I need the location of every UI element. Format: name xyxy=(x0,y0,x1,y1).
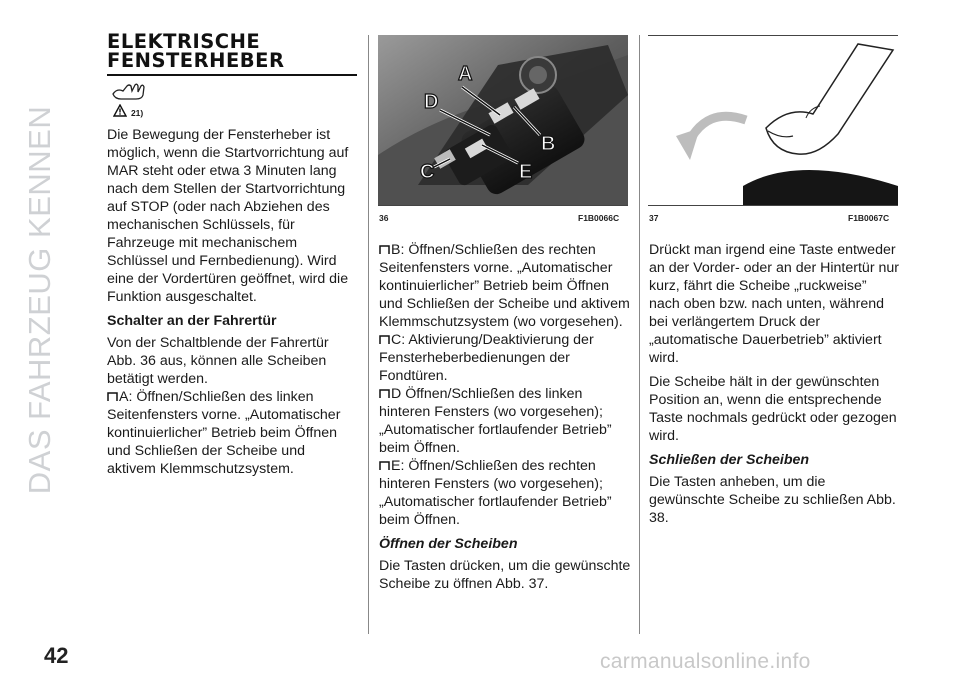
figure-37-caption-rule xyxy=(648,205,898,206)
bookmark-icon xyxy=(107,389,118,399)
bookmark-icon xyxy=(379,332,390,342)
section-side-title: DAS FAHRZEUG KENNEN xyxy=(22,105,57,495)
figure-36-caption-rule xyxy=(378,205,628,206)
paragraph-stop: Die Scheibe hält in der gewünschten Position an, wenn die entsprechende Taste nochmals gedrückt oder gezogen wird. xyxy=(649,374,897,444)
warning-icon xyxy=(113,104,127,122)
column-1 xyxy=(107,32,357,478)
bookmark-icon xyxy=(379,386,390,396)
list-item-d: D Öffnen/Schließen des linken hinteren Fensters (wo vorgesehen); „Automatischer fortlaufender Betrieb” beim Öffnen. xyxy=(379,386,612,456)
section-heading-line1: ELEKTRISCHE xyxy=(107,30,261,53)
figure-37-image xyxy=(648,35,898,206)
warning-ref: 21) xyxy=(130,108,144,118)
column-divider-1 xyxy=(368,35,369,634)
column-divider-2 xyxy=(639,35,640,634)
list-item-b: B: Öffnen/Schließen des rechten Seitenfensters vorne. „Automatischer kontinuierlicher” Betrieb beim Öffnen und Schließen der Scheibe und aktivem Klemmschutzsystem (wo vorgesehen). xyxy=(379,242,630,330)
heading-underline xyxy=(107,74,357,76)
figure-label-c: C xyxy=(420,161,435,183)
subheading-open-windows: Öffnen der Scheiben xyxy=(379,536,518,552)
hand-icon xyxy=(111,82,357,102)
section-heading-line2: FENSTERHEBER xyxy=(107,49,285,72)
figure-label-d: D xyxy=(424,91,439,113)
paragraph-short-press: Drückt man irgend eine Taste entweder an der Vorder- oder an der Hintertür nur kurz, fährt die Scheibe „ruckweise” nach oben bzw. nach unten, während bei verlängertem Druck der „automatische Dauerbetrieb” aktiviert wird. xyxy=(649,242,899,366)
page-number: 42 xyxy=(44,643,69,668)
figure-37-number: 37 xyxy=(649,213,659,223)
bookmark-icon xyxy=(379,458,390,468)
paragraph-driver-door: Von der Schaltblende der Fahrertür Abb. 36 aus, können alle Scheiben betätigt werden. xyxy=(107,335,329,387)
figure-36-image xyxy=(378,35,628,205)
list-item-e: E: Öffnen/Schließen des rechten hinteren Fensters (wo vorgesehen); „Automatischer fortlaufender Betrieb” beim Öffnen. xyxy=(379,458,612,528)
column-2-text xyxy=(379,241,631,599)
figure-36-number: 36 xyxy=(379,213,389,223)
figure-36-code: F1B0066C xyxy=(578,213,620,223)
figure-label-a: A xyxy=(458,63,473,85)
column-3-text xyxy=(649,241,901,533)
list-item-a: A: Öffnen/Schließen des linken Seitenfensters vorne. „Automatischer kontinuierlicher” Betrieb beim Öffnen und Schließen der Scheibe und aktivem Klemmschutzsystem. xyxy=(107,389,341,477)
watermark-text: carmanualsonline.info xyxy=(600,650,811,673)
list-item-c: C: Aktivierung/Deaktivierung der Fensterheberbedienungen der Fondtüren. xyxy=(379,332,594,384)
paragraph-close-windows: Die Tasten anheben, um die gewünschte Scheibe zu schließen Abb. 38. xyxy=(649,474,896,526)
subheading-close-windows: Schließen der Scheiben xyxy=(649,452,810,468)
paragraph-open-windows: Die Tasten drücken, um die gewünschte Scheibe zu öffnen Abb. 37. xyxy=(379,558,631,592)
figure-label-e: E xyxy=(519,161,533,183)
paragraph-intro: Die Bewegung der Fensterheber ist möglich, wenn die Startvorrichtung auf MAR steht oder etwa 3 Minuten lang nach dem Stellen der Startvorrichtung auf STOP (oder nach Abziehen des mechanischen Schlüssels, für Fahrzeuge mit mechanischem Schlüssel und Fernbedienung). Wird eine der Vordertüren geöffnet, wird die Funktion ausgeschaltet. xyxy=(107,127,349,305)
bookmark-icon xyxy=(379,242,390,252)
figure-label-b: B xyxy=(541,133,556,155)
warning-row xyxy=(107,104,357,126)
subheading-driver-door: Schalter an der Fahrertür xyxy=(107,313,277,329)
figure-37-code: F1B0067C xyxy=(848,213,890,223)
